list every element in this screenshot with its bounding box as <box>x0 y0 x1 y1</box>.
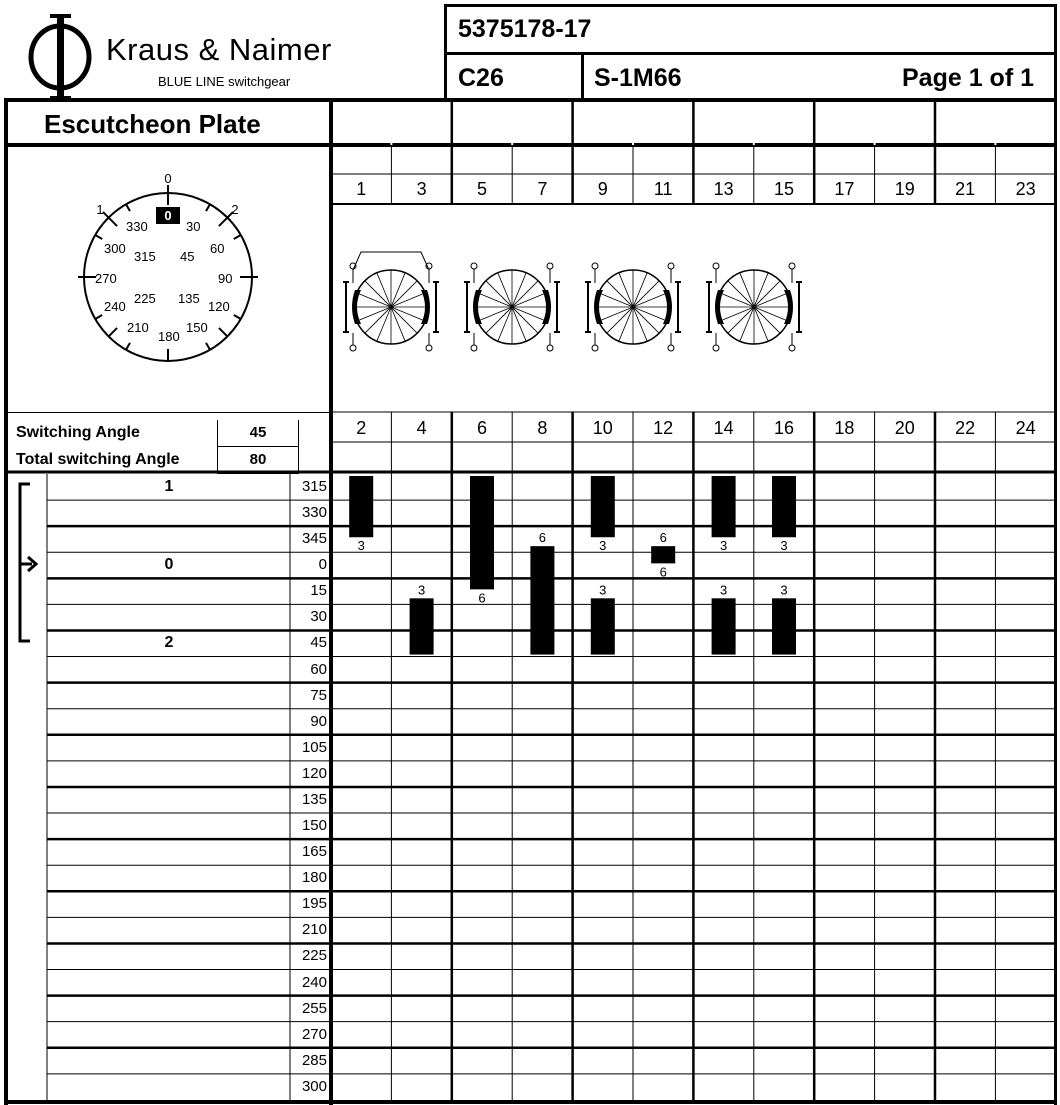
terminal-top-13: 13 <box>713 179 734 199</box>
terminal-bottom-22: 22 <box>955 418 976 438</box>
total-switching-angle-value: 80 <box>217 447 299 474</box>
dial-selected-label: 0 <box>164 208 172 223</box>
contact-bottom-label: 3 <box>719 538 728 554</box>
contact-chamber-icon <box>706 263 802 351</box>
terminal-top-23: 23 <box>1015 179 1036 199</box>
contact-top-label: 3 <box>417 582 426 598</box>
dial-angle-300: 300 <box>104 241 126 256</box>
brand-subtitle: BLUE LINE switchgear <box>158 74 291 89</box>
angle-row-label: 15 <box>310 582 327 600</box>
switching-angle-value: 45 <box>217 420 299 447</box>
dial-angle-180: 180 <box>158 329 180 344</box>
angle-row-label: 330 <box>301 504 327 522</box>
contact-bar <box>530 546 554 654</box>
terminal-bottom-20: 20 <box>894 418 915 438</box>
dial-angle-45: 45 <box>180 249 195 264</box>
terminal-bottom-14: 14 <box>713 418 734 438</box>
angle-row-label: 240 <box>301 973 327 991</box>
dial-angle-240: 240 <box>104 299 126 314</box>
contact-bar <box>772 598 796 654</box>
total-switching-angle-label: Total switching Angle <box>16 451 180 468</box>
terminal-top-21: 21 <box>955 179 976 199</box>
position-label-0: 0 <box>164 556 174 573</box>
switch-type: C26 <box>458 64 504 92</box>
angle-row-label: 90 <box>310 712 327 730</box>
angle-row-label: 315 <box>301 478 327 495</box>
terminal-top-7: 7 <box>537 179 548 199</box>
terminal-top-19: 19 <box>894 179 915 199</box>
contact-chamber-icon <box>585 263 681 351</box>
contact-bottom-label: 6 <box>659 564 667 580</box>
dial-angle-135: 135 <box>178 291 200 306</box>
dial-position-1: 1 <box>96 202 104 217</box>
document-number: 5375178-17 <box>458 15 592 43</box>
switching-angle-label: Switching Angle <box>16 424 140 441</box>
contact-chamber-icon <box>464 263 560 351</box>
angle-row-label: 300 <box>301 1077 327 1095</box>
terminal-top-17: 17 <box>834 179 855 199</box>
dial-angle-225: 225 <box>134 291 156 306</box>
terminal-top-15: 15 <box>773 179 794 199</box>
contact-chamber-icon <box>343 252 439 351</box>
terminal-bottom-24: 24 <box>1015 418 1036 438</box>
angle-row-label: 0 <box>318 556 327 574</box>
model-number: S-1M66 <box>594 64 682 92</box>
dial-angle-90: 90 <box>218 271 233 286</box>
angle-row-label: 150 <box>301 817 327 835</box>
angle-row-label: 135 <box>301 790 327 808</box>
page-indicator: Page 1 of 1 <box>902 64 1034 92</box>
brand-name: Kraus & Naimer <box>106 32 332 67</box>
terminal-top-1: 1 <box>356 179 367 199</box>
contact-bar <box>712 598 736 654</box>
angle-row-label: 45 <box>310 634 327 652</box>
dial-angle-315: 315 <box>134 249 156 264</box>
contact-bar <box>349 476 373 536</box>
dial-angle-30: 30 <box>186 219 201 234</box>
contact-bottom-label: 6 <box>478 590 486 606</box>
contact-bar <box>591 598 615 654</box>
home-position-arrow-icon <box>20 557 36 571</box>
angle-row-label: 165 <box>301 843 327 861</box>
contact-top-label: 3 <box>599 582 607 598</box>
angle-row-label: 225 <box>301 947 327 965</box>
terminal-bottom-6: 6 <box>476 418 487 438</box>
angle-row-label: 255 <box>301 999 327 1017</box>
contact-bar <box>410 598 434 654</box>
contact-bar <box>470 476 494 588</box>
contact-top-label: 6 <box>659 530 667 546</box>
angle-row-label: 60 <box>310 660 327 678</box>
dial-position-2: 2 <box>231 202 239 217</box>
dial-angle-150: 150 <box>186 320 208 335</box>
contact-bottom-label: 3 <box>599 538 607 554</box>
terminal-bottom-8: 8 <box>537 418 548 438</box>
contact-bar <box>712 476 736 536</box>
escutcheon-title: Escutcheon Plate <box>44 109 261 139</box>
angle-row-label: 270 <box>301 1025 327 1043</box>
terminal-bottom-16: 16 <box>773 418 794 438</box>
angle-row-label: 285 <box>301 1051 327 1069</box>
dial-angle-60: 60 <box>210 241 225 256</box>
terminal-bottom-4: 4 <box>416 418 427 438</box>
contact-bar <box>772 476 796 536</box>
angle-row-label: 105 <box>301 738 327 756</box>
terminal-bottom-10: 10 <box>592 418 613 438</box>
dial-angle-210: 210 <box>127 320 149 335</box>
contact-top-label: 6 <box>538 530 547 546</box>
angle-row-label: 120 <box>301 764 327 782</box>
contact-top-label: 3 <box>719 582 728 598</box>
terminal-top-9: 9 <box>597 179 608 199</box>
terminal-top-5: 5 <box>476 179 487 199</box>
dial-angle-330: 330 <box>126 219 148 234</box>
angle-row-label: 345 <box>301 530 327 548</box>
contact-bottom-label: 3 <box>780 538 788 554</box>
contact-top-label: 3 <box>780 582 788 598</box>
contact-bar <box>591 476 615 536</box>
terminal-bottom-12: 12 <box>653 418 674 438</box>
dial-angle-120: 120 <box>208 299 230 314</box>
terminal-bottom-2: 2 <box>356 418 367 438</box>
position-label-2: 2 <box>164 634 174 651</box>
angle-row-label: 30 <box>310 608 327 626</box>
angle-row-label: 75 <box>310 686 327 704</box>
dial-position-0: 0 <box>164 171 172 186</box>
contact-bar <box>651 546 675 562</box>
dial-angle-270: 270 <box>95 271 117 286</box>
angle-row-label: 180 <box>301 869 327 887</box>
contact-bottom-label: 3 <box>357 538 365 554</box>
position-label-1: 1 <box>164 478 174 495</box>
terminal-top-11: 11 <box>653 179 673 199</box>
angle-row-label: 210 <box>301 921 327 939</box>
terminal-bottom-18: 18 <box>834 418 855 438</box>
angle-row-label: 195 <box>301 895 327 913</box>
terminal-top-3: 3 <box>416 179 427 199</box>
